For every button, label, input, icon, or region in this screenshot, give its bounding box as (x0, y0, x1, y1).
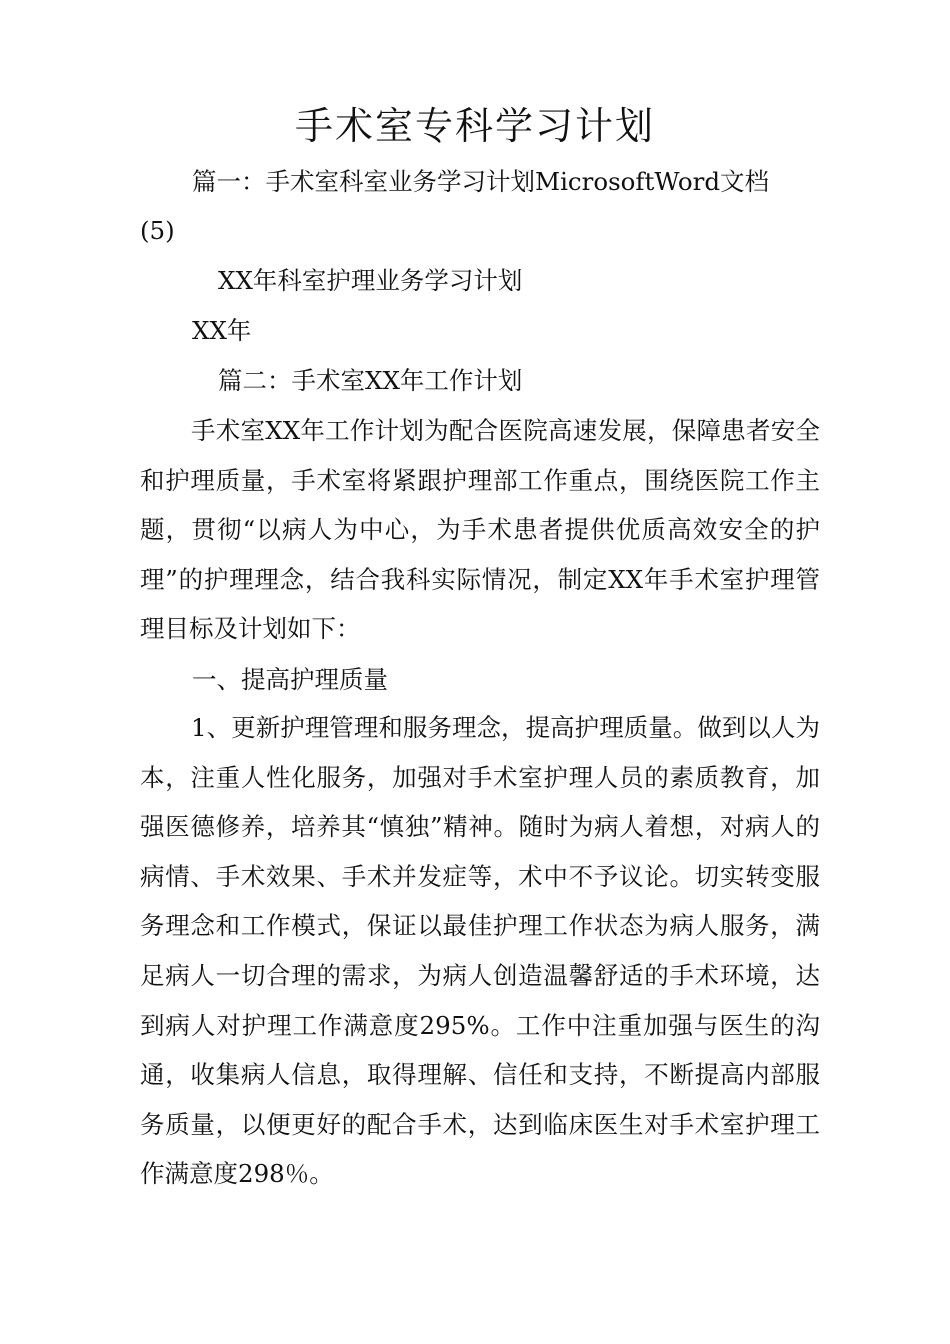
heading-part-one-continued: (5) (140, 216, 175, 245)
subheading-plan: XX年科室护理业务学习计划 (218, 266, 523, 295)
heading-part-two: 篇二：手术室XX年工作计划 (218, 366, 523, 395)
section-heading-improve-quality: 一、提高护理质量 (192, 665, 388, 694)
paragraph-intro: 手术室XX年工作计划为配合医院高速发展，保障患者安全和护理质量，手术室将紧跟护理部工作重点，围绕医院工作主题，贯彻“以病人为中心，为手术患者提供优质高效安全的护理”的护理理念，结合我科实际情况，制定XX年手术室护理管理目标及计划如下： (140, 416, 820, 644)
paragraph-item-1: 1、更新护理管理和服务理念，提高护理质量。做到以人为本，注重人性化服务，加强对手术室护理人员的素质教育，加强医德修养，培养其“慎独”精神。随时为病人着想，对病人的病情、手术效果、手术并发症等，术中不予议论。切实转变服务理念和工作模式，保证以最佳护理工作状态为病人服务，满足病人一切合理的需求，为病人创造温馨舒适的手术环境，达到病人对护理工作满意度295%。工作中注重加强与医生的沟通，收集病人信息，取得理解、信任和支持，不断提高内部服务质量，以便更好的配合手术，达到临床医生对手术室护理工作满意度298％。 (140, 713, 820, 1189)
document-title: 手术室专科学习计划 (294, 104, 655, 148)
subheading-year: XX年 (192, 316, 252, 345)
heading-part-one: 篇一：手术室科室业务学习计划MicrosoftWord文档 (192, 167, 770, 196)
